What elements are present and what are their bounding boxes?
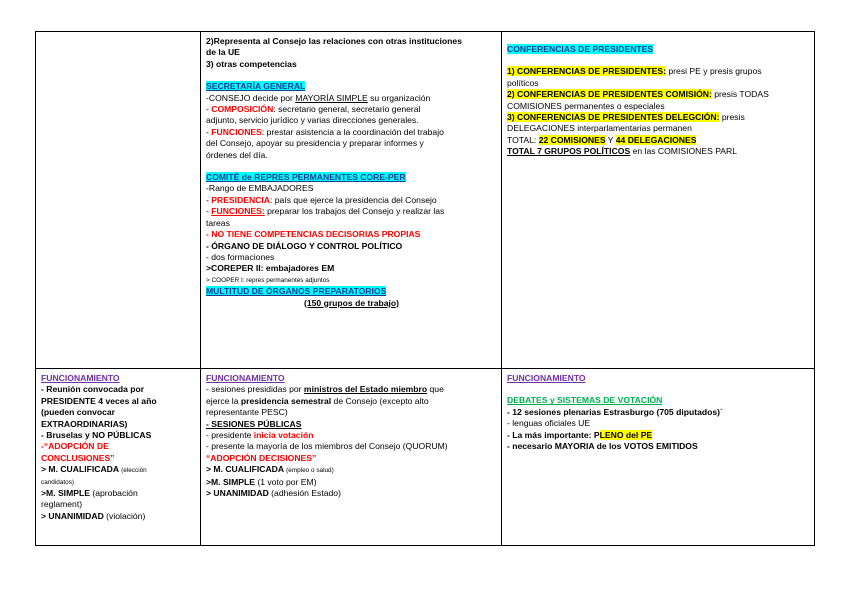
text-line: representante PESC)	[206, 407, 288, 418]
text-line: - NO TIENE COMPETENCIAS DECISORIAS PROPIAS	[206, 229, 421, 240]
text-fragment: Y	[605, 134, 616, 145]
text-fragment: ministros del Estado miembro	[303, 384, 428, 395]
text-fragment: > UNANIMIDAD	[206, 488, 269, 499]
text-fragment: MAYORÍA SIMPLE	[295, 92, 368, 103]
bottom-middle-cell	[201, 369, 502, 546]
text-line: reglament)	[41, 499, 83, 510]
text-line: políticos	[507, 77, 539, 88]
text-fragment: : prestar asistencia a la coordinación del trabajo	[261, 126, 444, 137]
text-line: 3) otras competencias	[206, 58, 297, 69]
text-fragment: FUNCIONES	[211, 126, 262, 137]
table-row	[36, 369, 815, 546]
text-fragment: -	[206, 194, 212, 205]
text-fragment: (adhesión Estado)	[268, 488, 341, 499]
text-fragment: presi PE y presis grupos	[666, 66, 762, 77]
text-fragment: LENO del PE	[599, 429, 653, 440]
text-fragment: - sesiones presididas por	[206, 384, 304, 395]
text-fragment: : secretario general, secretario general	[273, 104, 421, 115]
text-line: tareas	[206, 217, 230, 228]
top-middle-cell	[201, 32, 502, 369]
text-fragment: (violación)	[103, 510, 146, 521]
text-fragment: >M. SIMPLE	[206, 476, 255, 487]
notes-table	[35, 31, 815, 546]
text-line: - Reunión convocada por	[41, 384, 145, 395]
text-fragment: TOTAL:	[507, 134, 539, 145]
text-line: - ÓRGANO DE DIÁLOGO Y CONTROL POLÍTICO	[206, 240, 403, 251]
text-line: - SESIONES PÚBLICAS	[206, 418, 302, 429]
text-fragment: - La más importante: P	[507, 429, 600, 440]
text-fragment: 3) CONFERENCIAS DE PRESIDENTES DELEGCIÓN:	[507, 112, 720, 123]
text-line: COMISIONES permanentes o especiales	[507, 100, 665, 111]
text-fragment: en las COMISIONES PARL	[630, 146, 738, 157]
table-row	[36, 32, 815, 369]
text-line: - Bruselas y NO PÚBLICAS	[41, 430, 152, 441]
coreper-heading: COMITÉ de REPRES PERMANENTES CORE-PER	[206, 172, 406, 183]
text-fragment: -	[206, 126, 212, 137]
text-line: adjunto, servicio jurídico y varias direcciones generales.	[206, 115, 419, 126]
text-fragment: -	[206, 104, 212, 115]
bottom-right-cell	[502, 369, 815, 546]
funcionamiento-heading: FUNCIONAMIENTO	[507, 373, 586, 383]
text-fragment: COMPOSICIÓN	[211, 104, 274, 115]
text-fragment: FUNCIONES:	[211, 206, 265, 217]
conferencias-heading: CONFERENCIAS DE PRESIDENTES	[507, 44, 654, 54]
text-line: -Rango de EMBAJADORES	[206, 183, 314, 194]
text-fragment: ejerce la	[206, 395, 241, 406]
text-fragment: > M. CUALIFICADA	[41, 464, 122, 475]
text-line: - 12 sesiones plenarias Estrasburgo (705 diputados)´	[507, 406, 723, 417]
text-fragment: de Consejo (excepto alto	[331, 395, 429, 406]
text-fragment: 2) CONFERENCIAS DE PRESIDENTES COMISIÓN:	[507, 89, 712, 100]
text-fragment: inicia votación	[253, 430, 314, 441]
top-left-cell	[36, 32, 201, 369]
text-line: candidatos)	[41, 478, 75, 486]
text-line: “ADOPCIÓN DECISIONES”	[206, 452, 317, 463]
text-fragment: -CONSEJO decide por	[206, 92, 296, 103]
debates-heading: DEBATES y SISTEMAS DE VOTACIÓN	[507, 395, 663, 406]
text-fragment: que	[427, 384, 444, 395]
organos-heading: MULTITUD DE ÓRGANOS PREPARATORIOS	[206, 286, 387, 297]
text-fragment: -	[206, 206, 212, 217]
text-fragment: 1) CONFERENCIAS DE PRESIDENTES:	[507, 66, 667, 77]
text-line: - presente la mayoría de los miembros del Consejo (QUORUM)	[206, 441, 448, 452]
funcionamiento-heading: FUNCIONAMIENTO	[206, 373, 285, 383]
text-fragment: (1 voto por EM)	[254, 476, 317, 487]
text-line: CONCLUSIONES”	[41, 452, 115, 463]
text-line: >COREPER II: embajadores EM	[206, 263, 335, 274]
text-fragment: > M. CUALIFICADA	[206, 464, 287, 475]
text-fragment: presidencia semestral	[240, 395, 332, 406]
text-fragment: (aprobación	[89, 488, 138, 499]
bottom-left-cell	[36, 369, 201, 546]
text-line: (150 grupos de trabajo)	[303, 297, 400, 308]
text-line: DELEGACIONES interparlamentarias permanen	[507, 123, 692, 134]
text-fragment: >M. SIMPLE	[41, 488, 90, 499]
text-line: PRESIDENTE 4 veces al año	[41, 395, 157, 406]
text-line: 2)Representa al Consejo las relaciones con otras instituciones	[206, 36, 462, 46]
secretaria-heading: SECRETARÍA GENERAL	[206, 81, 306, 92]
text-line: (pueden convocar	[41, 407, 116, 418]
text-fragment: > UNANIMIDAD	[41, 510, 104, 521]
text-fragment: (empleo o salud)	[286, 467, 334, 475]
funcionamiento-heading: FUNCIONAMIENTO	[41, 373, 120, 383]
text-fragment: PRESIDENCIA	[211, 194, 270, 205]
text-line: - dos formaciones	[206, 251, 275, 262]
text-fragment: su organización	[367, 92, 431, 103]
text-line: - lenguas oficiales UE	[507, 418, 591, 429]
text-line: > COOPER I: repres permanentes adjuntos	[206, 276, 330, 284]
text-fragment: : país que ejerce la presidencia del Consejo	[269, 194, 437, 205]
text-line: órdenes del día.	[206, 149, 268, 160]
text-line: EXTRAORDINARIAS)	[41, 418, 128, 429]
text-line: del Consejo, apoyar su presidencia y preparar informes y	[206, 138, 424, 149]
top-right-cell	[502, 32, 815, 369]
text-fragment: (elección	[121, 467, 147, 475]
text-fragment: presis TODAS	[711, 89, 769, 100]
text-fragment: - presidente	[206, 430, 254, 441]
text-line: -“ADOPCIÓN DE	[41, 441, 109, 452]
text-line: de la UE	[206, 47, 240, 58]
text-fragment: 22 COMISIONES	[538, 134, 606, 145]
text-fragment: presis	[719, 112, 745, 123]
text-fragment: preparar los trabajos del Consejo y realizar las	[264, 206, 445, 217]
text-fragment: TOTAL 7 GRUPOS POLÍTICOS	[507, 146, 631, 157]
text-line: - necesario MAYORIA de los VOTOS EMITIDOS	[507, 441, 698, 452]
text-fragment: 44 DELEGACIONES	[615, 134, 697, 145]
